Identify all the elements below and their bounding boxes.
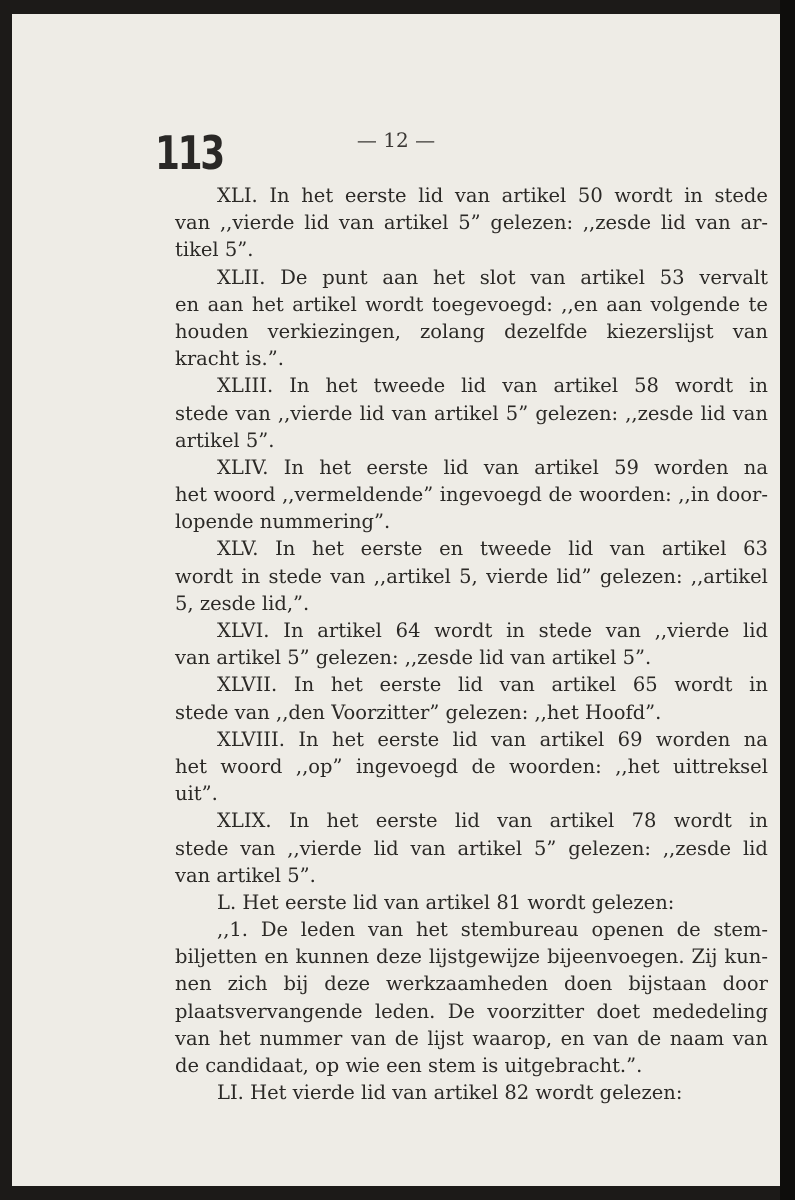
document-page — [12, 14, 780, 1186]
text-line: XLVIII. In het eerste lid van artikel 69 worden na — [217, 727, 768, 751]
text-line: LI. Het vierde lid van artikel 82 wordt gelezen: — [217, 1081, 683, 1105]
text-line: van ,,vierde lid van artikel 5” gelezen: ,,zesde lid van ar- — [175, 211, 768, 235]
text-line: lopende nummering”. — [175, 510, 391, 534]
text-line: nen zich bij deze werkzaamheden doen bijstaan door — [175, 972, 768, 996]
text-line: de candidaat, op wie een stem is uitgebracht.”. — [175, 1054, 643, 1077]
text-line: en aan het artikel wordt toegevoegd: ,,en aan volgende te — [175, 292, 768, 316]
text-line: uit”. — [175, 782, 218, 806]
text-line: stede van ,,vierde lid van artikel 5” gelezen: ,,zesde lid van — [175, 401, 768, 425]
text-line: XLV. In het eerste en tweede lid van artikel 63 — [217, 537, 768, 561]
text-line: van artikel 5” gelezen: ,,zesde lid van artikel 5”. — [175, 646, 652, 670]
text-line: L. Het eerste lid van artikel 81 wordt gelezen: — [217, 890, 675, 914]
text-line: van het nummer van de lijst waarop, en van de naam van — [175, 1026, 768, 1050]
text-line: XLIII. In het tweede lid van artikel 58 wordt in — [217, 374, 768, 398]
text-line: XLII. De punt aan het slot van artikel 53 vervalt — [217, 265, 768, 289]
text-line: XLVII. In het eerste lid van artikel 65 wordt in — [217, 673, 768, 697]
text-line: XLIV. In het eerste lid van artikel 59 worden na — [217, 455, 768, 479]
text-line: het woord ,,op” ingevoegd de woorden: ,,het uittreksel — [175, 754, 768, 778]
text-line: houden verkiezingen, zolang dezelfde kiezerslijst van — [175, 319, 768, 343]
text-line: artikel 5”. — [175, 428, 275, 452]
text-line: biljetten en kunnen deze lijstgewijze bijeenvoegen. Zij kun- — [175, 945, 768, 969]
text-line: stede van ,,den Voorzitter” gelezen: ,,het Hoofd”. — [175, 700, 662, 724]
text-line: stede van ,,vierde lid van artikel 5” gelezen: ,,zesde lid — [175, 836, 768, 860]
text-line: XLVI. In artikel 64 wordt in stede van ,,vierde lid — [217, 619, 768, 642]
text-line: 5, zesde lid,”. — [175, 591, 310, 615]
text-line: ,,1. De leden van het stembureau openen de stem- — [217, 918, 768, 942]
scan-edge — [780, 0, 795, 1200]
text-line: plaatsvervangende leden. De voorzitter doet mededeling — [175, 999, 768, 1023]
text-line: wordt in stede van ,,artikel 5, vierde lid” gelezen: ,,artikel — [175, 564, 768, 588]
archive-stamp-number: 113 — [155, 126, 223, 180]
text-line: tikel 5”. — [175, 238, 254, 262]
text-line: XLIX. In het eerste lid van artikel 78 wordt in — [217, 809, 768, 833]
text-line: van artikel 5”. — [175, 863, 316, 887]
page-number: — 12 — — [356, 128, 436, 152]
text-line: kracht is.”. — [175, 347, 284, 371]
text-line: XLI. In het eerste lid van artikel 50 wordt in stede — [217, 184, 768, 207]
body-text — [175, 182, 768, 1106]
text-line: het woord ,,vermeldende” ingevoegd de woorden: ,,in door- — [175, 483, 768, 507]
